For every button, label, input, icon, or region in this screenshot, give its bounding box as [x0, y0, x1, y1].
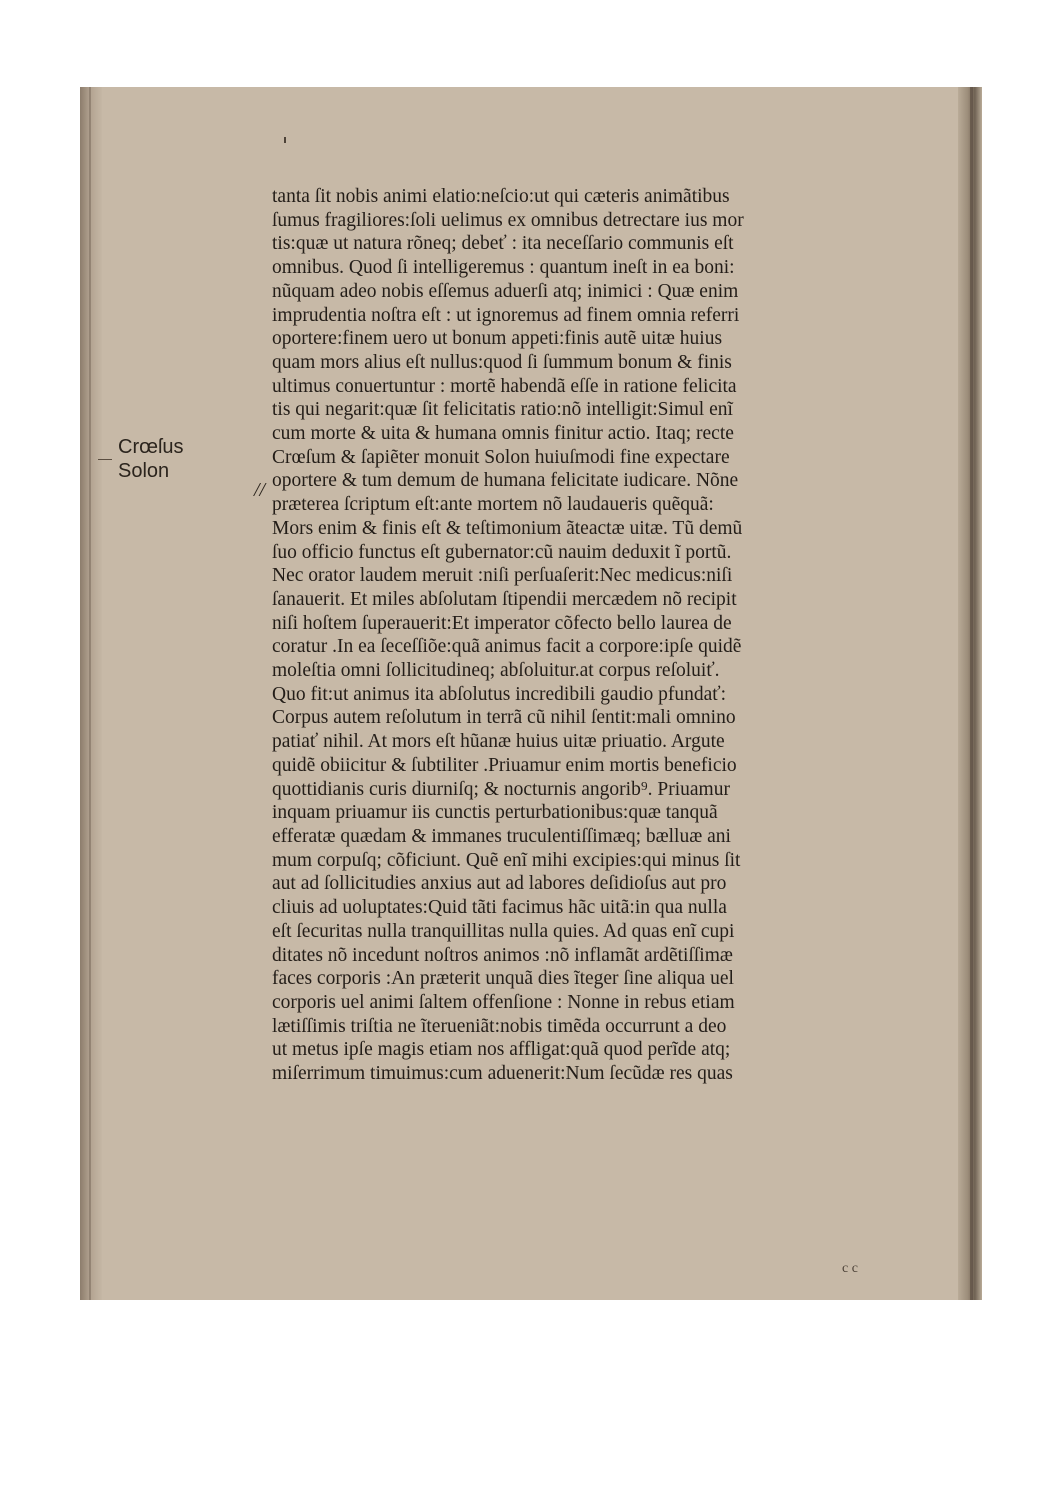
text-line: tis qui negarit:quæ ſit felicitatis ratio:nõ intelligit:Simul enĩ: [272, 399, 733, 421]
text-line: omnibus. Quod ſi intelligeremus : quantum ineſt in ea boni:: [272, 257, 735, 279]
text-line: præterea ſcriptum eſt:ante mortem nõ laudaueris quẽquã:: [272, 494, 714, 516]
text-line: cum morte & uita & humana omnis finitur actio. Itaq; recte: [272, 423, 734, 445]
margin-note: [118, 435, 184, 483]
text-line: ditates nõ incedunt noſtros animos :nõ inflamãt ardẽtiſſimæ: [272, 944, 733, 966]
scanned-page: [80, 87, 982, 1300]
text-line: quottidianis curis diurniſq; & nocturnis angorib⁹. Priuamur: [272, 778, 730, 800]
text-line: Mors enim & finis eſt & teſtimonium ãteactæ uitæ. Tũ demũ: [272, 517, 743, 539]
body-text: [272, 185, 884, 1086]
margin-dash: [98, 459, 112, 460]
text-line: coratur .In ea ſeceſſiõe:quã animus facit a corpore:ipſe quidẽ: [272, 636, 742, 658]
text-line: Nec orator laudem meruit :niſi perſuaſerit:Nec medicus:niſi: [272, 565, 733, 587]
page-mark: c c: [842, 1261, 858, 1276]
text-line: ſumus fragiliores:ſoli uelimus ex omnibus detrectare ius mor: [272, 209, 744, 231]
text-line: eſt ſecuritas nulla tranquillitas nulla quies. Ad quas enĩ cupi: [272, 920, 735, 942]
book-gutter: [80, 87, 102, 1300]
text-line: oportere & tum demum de humana felicitate iudicare. Nõne: [272, 470, 739, 492]
text-line: quam mors alius eſt nullus:quod ſi ſummum bonum & finis: [272, 351, 732, 373]
text-line: moleſtia omni ſollicitudineq; abſoluitur.at corpus reſoluiť.: [272, 660, 720, 682]
text-line: efferatæ quædam & immanes truculentiſſimæq; bælluæ ani: [272, 825, 731, 847]
text-line: oportere:finem uero ut bonum appeti:finis autẽ uitæ huius: [272, 328, 723, 350]
text-line: miſerrimum timuimus:cum aduenerit:Num ſecũdæ res quas: [272, 1063, 733, 1085]
text-line: cliuis ad uoluptates:Quid tãti facimus hãc uitã:in qua nulla: [272, 897, 727, 919]
text-line: patiať nihil. At mors eſt hũanæ huius uitæ priuatio. Argute: [272, 731, 725, 753]
text-line: aut ad ſollicitudies anxius aut ad labores deſidioſus aut pro: [272, 873, 727, 895]
text-line: niſi hoſtem ſuperauerit:Et imperator cõfecto bello laurea de: [272, 612, 732, 634]
margin-note-croesus: Crœſus: [118, 436, 184, 458]
ink-mark: [284, 137, 286, 143]
text-line: imprudentia noſtra eſt : ut ignoremus ad finem omnia referri: [272, 304, 740, 326]
text-line: Crœſum & ſapiẽter monuit Solon huiuſmodi fine expectare: [272, 446, 730, 468]
text-line: tanta ſit nobis animi elatio:neſcio:ut qui cæteris animãtibus: [272, 186, 730, 207]
text-line: lætiſſimis triſtia ne ĩterueniãt:nobis timẽda occurrunt a deo: [272, 1015, 727, 1037]
margin-note-solon: Solon: [118, 460, 170, 482]
text-line: corporis uel animi ſaltem offenſione : Nonne in rebus etiam: [272, 991, 735, 1013]
gutter-line: [89, 87, 91, 1300]
page-edge: [958, 87, 982, 1300]
text-line: ultimus conuertuntur : mortẽ habendã eſſe in ratione felicita: [272, 375, 737, 397]
text-line: nũquam adeo nobis eſſemus aduerſi atq; inimici : Quæ enim: [272, 280, 739, 302]
text-line: inquam priuamur iis cunctis perturbationibus:quæ tanquã: [272, 802, 718, 824]
page-edge-line: [970, 87, 973, 1300]
text-line: ſanauerit. Et miles abſolutam ſtipendii mercædem nõ recipit: [272, 588, 737, 610]
text-line: tis:quæ ut natura rõneq; debeť : ita neceſſario communis eſt: [272, 233, 734, 255]
margin-mark: //: [254, 479, 266, 501]
text-line: mum corpuſq; cõficiunt. Quẽ enĩ mihi excipies:qui minus ſit: [272, 849, 741, 871]
text-line: Quo fit:ut animus ita abſolutus incredibili gaudio pfundať:: [272, 683, 727, 705]
text-line: ut metus ipſe magis etiam nos affligat:quã quod perĩde atq;: [272, 1039, 731, 1061]
text-line: faces corporis :An præterit unquã dies ĩteger ſine aliqua uel: [272, 968, 734, 990]
text-line: ſuo officio functus eſt gubernator:cũ nauim deduxit ĩ portũ.: [272, 541, 732, 563]
text-line: Corpus autem reſolutum in terrã cũ nihil ſentit:mali omnino: [272, 707, 736, 729]
text-line: quidẽ obiicitur & ſubtiliter .Priuamur enim mortis beneficio: [272, 754, 737, 776]
